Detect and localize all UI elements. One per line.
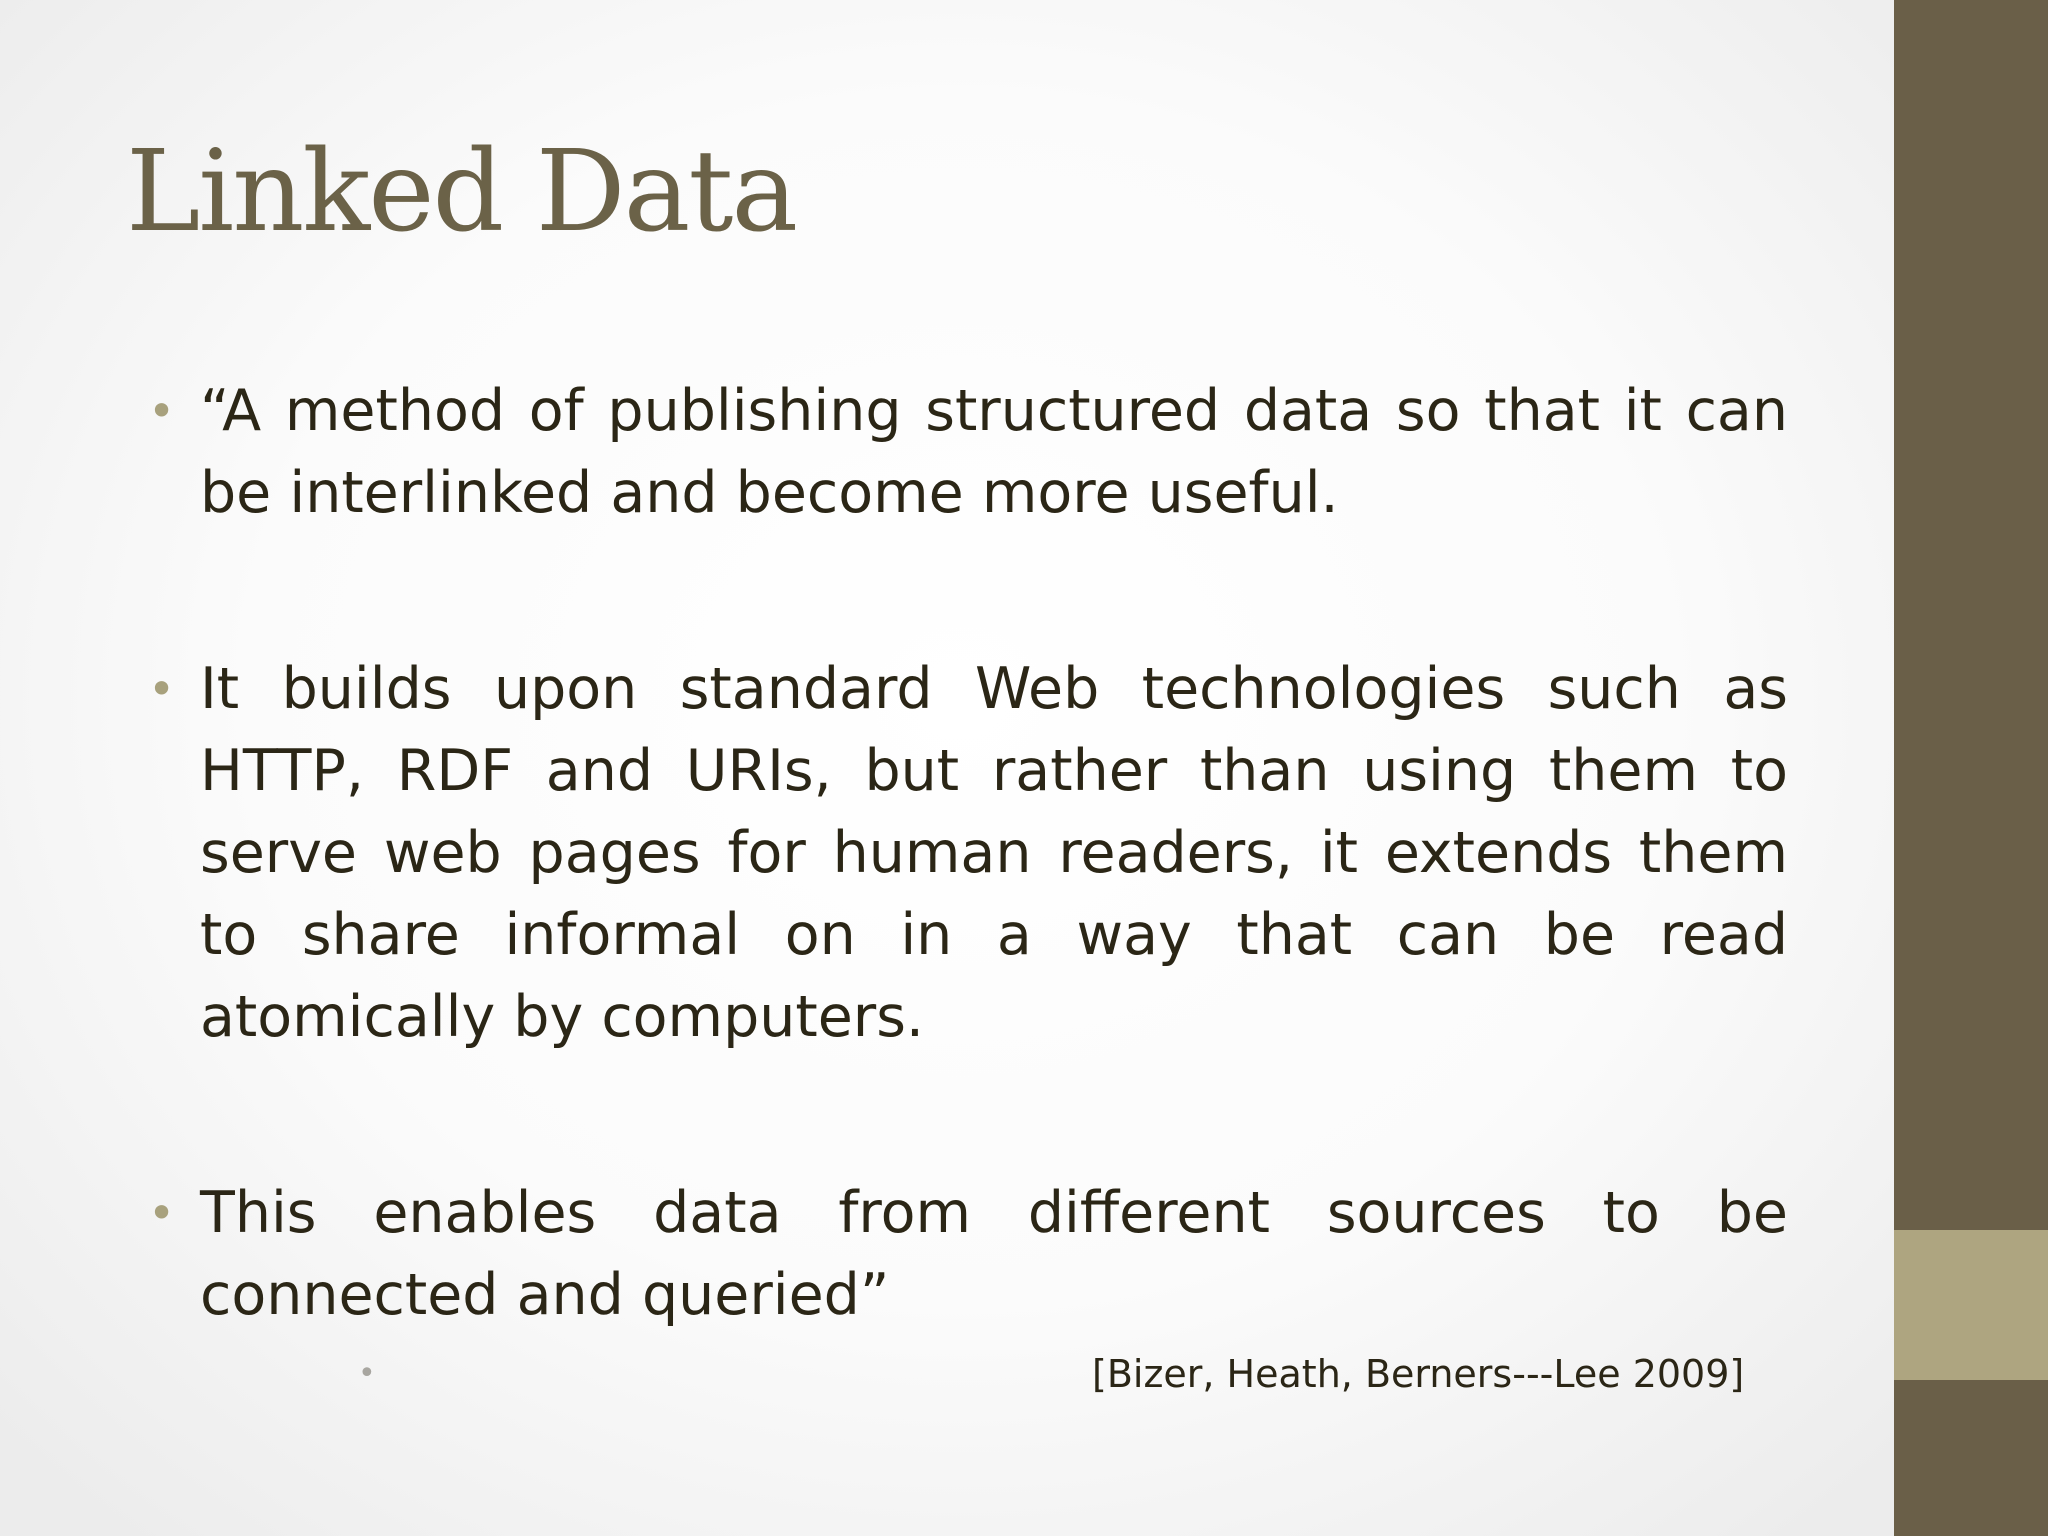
- bullet-item: [148, 370, 1788, 534]
- bullet-text: This enables data from different sources to be connected and queried”: [200, 1180, 1788, 1328]
- side-decor-accent: [1894, 1230, 2048, 1380]
- bullet-list: [148, 370, 1788, 1336]
- bullet-dot-icon: •: [148, 384, 176, 438]
- bullet-item: [148, 1172, 1788, 1336]
- bullet-dot-icon: •: [148, 1186, 176, 1240]
- bullet-text: “A method of publishing structured data so that it can be interlinked and become more useful.: [200, 378, 1788, 526]
- bullet-dot-icon: •: [148, 662, 176, 716]
- slide-title: Linked Data: [126, 127, 797, 257]
- citation: [Bizer, Heath, Berners---Lee 2009]: [1092, 1352, 1745, 1396]
- citation-bullet-icon: •: [358, 1356, 376, 1391]
- bullet-item: [148, 648, 1788, 1058]
- bullet-text: It builds upon standard Web technologies such as HTTP, RDF and URIs, but rather than using them to serve web pages for human readers, it extends them to share informal on in a way that can be read atomically by computers.: [200, 656, 1788, 1050]
